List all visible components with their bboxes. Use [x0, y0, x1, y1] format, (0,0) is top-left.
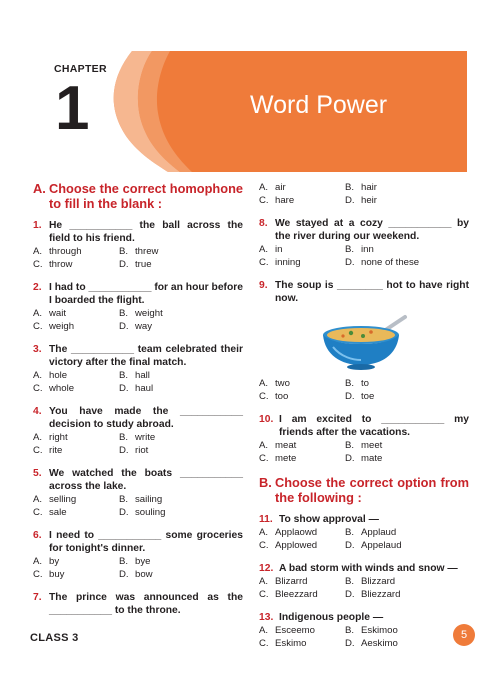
option-text: sailing	[135, 494, 163, 505]
option	[345, 181, 469, 194]
option-text: buy	[49, 569, 65, 580]
options	[259, 575, 469, 601]
option	[33, 493, 119, 506]
option-letter: D.	[119, 259, 129, 270]
option	[119, 307, 243, 320]
option-text: meat	[275, 440, 297, 451]
option-letter: A.	[33, 308, 43, 319]
option	[33, 444, 119, 457]
left-column	[33, 181, 243, 617]
option-letter: D.	[345, 391, 355, 402]
option-text: hair	[361, 182, 377, 193]
options	[33, 431, 243, 457]
option-text: Eskimo	[275, 638, 307, 649]
option	[33, 369, 119, 382]
option	[259, 181, 345, 194]
option	[33, 258, 119, 271]
option-text: bye	[135, 556, 151, 567]
option	[119, 493, 243, 506]
option	[259, 390, 345, 403]
section-letter: A.	[33, 181, 46, 196]
option-text: true	[135, 259, 152, 270]
option	[33, 245, 119, 258]
option-text: hall	[135, 370, 150, 381]
option	[345, 243, 469, 256]
option-text: by	[49, 556, 60, 567]
option-letter: A.	[259, 378, 269, 389]
option	[119, 555, 243, 568]
option-text: air	[275, 182, 286, 193]
question	[259, 562, 469, 575]
option	[259, 539, 345, 552]
chapter-label: CHAPTER	[54, 63, 107, 75]
question	[259, 279, 469, 305]
option-letter: C.	[259, 257, 269, 268]
option-letter: C.	[259, 540, 269, 551]
option-text: haul	[135, 383, 154, 394]
options	[33, 555, 243, 581]
question-text: The ___________ team celebrated their victory after the final match.	[49, 344, 243, 368]
option-letter: B.	[345, 527, 355, 538]
options	[259, 439, 469, 465]
option-text: bow	[135, 569, 153, 580]
question-number: 9.	[259, 280, 268, 291]
option-letter: D.	[119, 507, 129, 518]
option-letter: B.	[345, 440, 355, 451]
option-letter: A.	[259, 440, 269, 451]
option	[345, 452, 469, 465]
option	[119, 369, 243, 382]
question-number: 12.	[259, 563, 274, 574]
option	[33, 431, 119, 444]
option-text: whole	[49, 383, 75, 394]
option-text: to	[361, 378, 370, 389]
option-letter: A.	[259, 182, 269, 193]
option	[33, 320, 119, 333]
question-text: We stayed at a cozy ___________ by the river during our weekend.	[275, 218, 469, 242]
option-letter: D.	[345, 540, 355, 551]
option-text: inning	[275, 257, 301, 268]
option-text: Appelaud	[361, 540, 402, 551]
options	[259, 181, 469, 207]
question-number: 8.	[259, 218, 268, 229]
option-letter: A.	[259, 576, 269, 587]
option	[33, 555, 119, 568]
options	[259, 243, 469, 269]
option-letter: D.	[119, 321, 129, 332]
question-number: 4.	[33, 406, 42, 417]
option	[119, 506, 243, 519]
option	[345, 637, 469, 650]
question	[33, 405, 243, 431]
option-letter: B.	[119, 246, 129, 257]
option-text: rite	[49, 445, 63, 456]
option-text: Applowed	[275, 540, 318, 551]
option	[259, 624, 345, 637]
option-letter: B.	[345, 244, 355, 255]
right-column	[259, 181, 469, 650]
option-letter: A.	[33, 432, 43, 443]
option-text: Esceemo	[275, 625, 315, 636]
option-letter: D.	[119, 445, 129, 456]
option-text: Bliezzard	[361, 589, 401, 600]
option-letter: B.	[345, 182, 355, 193]
option	[259, 194, 345, 207]
option-text: Applaowd	[275, 527, 318, 538]
option-text: hole	[49, 370, 68, 381]
option-letter: C.	[33, 321, 43, 332]
option-letter: C.	[33, 259, 43, 270]
question-text: We watched the boats ___________ across the lake.	[49, 468, 243, 492]
option-text: sale	[49, 507, 67, 518]
option	[33, 382, 119, 395]
question-number: 5.	[33, 468, 42, 479]
option-text: weigh	[49, 321, 75, 332]
option-letter: C.	[33, 569, 43, 580]
question-number: 13.	[259, 612, 274, 623]
option	[345, 588, 469, 601]
option	[33, 307, 119, 320]
option-text: too	[275, 391, 289, 402]
option-text: Blizzard	[361, 576, 396, 587]
section-a-heading	[33, 181, 243, 211]
option-letter: D.	[345, 453, 355, 464]
class-label: CLASS 3	[30, 632, 79, 644]
question	[259, 611, 469, 624]
option-text: throw	[49, 259, 73, 270]
option-letter: B.	[345, 576, 355, 587]
options	[259, 624, 469, 650]
option-text: souling	[135, 507, 166, 518]
option	[119, 245, 243, 258]
options	[33, 493, 243, 519]
question	[33, 467, 243, 493]
option	[345, 624, 469, 637]
option	[33, 568, 119, 581]
option-letter: B.	[119, 432, 129, 443]
option-text: in	[275, 244, 283, 255]
option-letter: A.	[33, 556, 43, 567]
option-text: write	[135, 432, 156, 443]
option	[259, 377, 345, 390]
soup-bowl-illustration	[319, 311, 411, 373]
option-text: toe	[361, 391, 375, 402]
option-letter: C.	[33, 383, 43, 394]
option-letter: A.	[33, 246, 43, 257]
question	[259, 217, 469, 243]
option-letter: C.	[259, 638, 269, 649]
option-letter: B.	[345, 625, 355, 636]
option	[119, 382, 243, 395]
option-text: Blizarrd	[275, 576, 308, 587]
option	[119, 320, 243, 333]
option-letter: B.	[119, 308, 129, 319]
option	[345, 539, 469, 552]
option-text: Bleezzard	[275, 589, 318, 600]
option-text: Applaud	[361, 527, 397, 538]
option-text: hare	[275, 195, 295, 206]
option-letter: D.	[345, 195, 355, 206]
question-number: 11.	[259, 514, 273, 525]
question-text: I had to ___________ for an hour before I boarded the flight.	[49, 282, 243, 306]
question-number: 1.	[33, 220, 42, 231]
option	[345, 194, 469, 207]
option	[259, 243, 345, 256]
question	[33, 219, 243, 245]
chapter-title: Word Power	[250, 91, 388, 119]
option	[345, 390, 469, 403]
question-text: He ___________ the ball across the field to his friend.	[49, 220, 243, 244]
option	[345, 575, 469, 588]
option-letter: B.	[119, 494, 129, 505]
option-letter: C.	[259, 391, 269, 402]
section-letter: B.	[259, 475, 272, 490]
option-letter: C.	[33, 507, 43, 518]
section-text: Choose the correct option from the following :	[275, 475, 469, 505]
question-number: 3.	[33, 344, 42, 355]
question-text: Indigenous people —	[279, 612, 384, 623]
option-letter: D.	[119, 569, 129, 580]
option-letter: C.	[259, 589, 269, 600]
chapter-number: 1	[55, 74, 90, 143]
option-text: inn	[361, 244, 374, 255]
option-text: two	[275, 378, 290, 389]
option-letter: D.	[345, 257, 355, 268]
option	[259, 256, 345, 269]
question-text: You have made the ___________ decision to study abroad.	[49, 406, 243, 430]
option-letter: B.	[119, 370, 129, 381]
question	[33, 281, 243, 307]
option-text: Eskimoo	[361, 625, 398, 636]
option-text: way	[135, 321, 153, 332]
question-number: 10.	[259, 414, 274, 425]
question	[33, 591, 243, 617]
option-letter: C.	[259, 195, 269, 206]
options	[33, 369, 243, 395]
option-text: wait	[49, 308, 67, 319]
question	[33, 343, 243, 369]
question	[259, 513, 469, 526]
option-letter: A.	[33, 494, 43, 505]
option	[119, 444, 243, 457]
option-letter: A.	[259, 625, 269, 636]
option	[345, 439, 469, 452]
option	[259, 526, 345, 539]
option	[345, 256, 469, 269]
option	[33, 506, 119, 519]
option-text: Aeskimo	[361, 638, 398, 649]
option	[259, 637, 345, 650]
option	[345, 377, 469, 390]
options	[33, 245, 243, 271]
option-letter: D.	[345, 589, 355, 600]
option-text: mete	[275, 453, 297, 464]
option-letter: A.	[259, 527, 269, 538]
option-letter: B.	[119, 556, 129, 567]
option-text: mate	[361, 453, 383, 464]
option-letter: A.	[33, 370, 43, 381]
question-number: 6.	[33, 530, 42, 541]
option-text: threw	[135, 246, 159, 257]
options	[33, 307, 243, 333]
option-text: riot	[135, 445, 149, 456]
option-text: weight	[135, 308, 163, 319]
section-text: Choose the correct homophone to fill in the blank :	[49, 181, 243, 211]
option	[259, 439, 345, 452]
option-text: none of these	[361, 257, 420, 268]
question-number: 7.	[33, 592, 42, 603]
section-b-heading	[259, 475, 469, 505]
question	[259, 413, 469, 439]
option-letter: D.	[345, 638, 355, 649]
option-letter: C.	[259, 453, 269, 464]
question-text: I am excited to ___________ my friends after the vacations.	[279, 414, 469, 438]
option	[259, 588, 345, 601]
option-letter: C.	[33, 445, 43, 456]
option	[119, 568, 243, 581]
question-text: I need to ___________ some groceries for tonight's dinner.	[49, 530, 243, 554]
option	[345, 526, 469, 539]
option-text: meet	[361, 440, 383, 451]
option	[259, 452, 345, 465]
option-letter: D.	[119, 383, 129, 394]
page-number-badge: 5	[453, 624, 475, 646]
option-text: right	[49, 432, 68, 443]
question-text: A bad storm with winds and snow —	[279, 563, 458, 574]
option-letter: A.	[259, 244, 269, 255]
option-text: selling	[49, 494, 77, 505]
question	[33, 529, 243, 555]
option	[119, 431, 243, 444]
question-number: 2.	[33, 282, 42, 293]
options	[259, 377, 469, 403]
option-text: through	[49, 246, 82, 257]
question-text: The prince was announced as the ___________ to the throne.	[49, 592, 243, 616]
option	[119, 258, 243, 271]
question-text: To show approval —	[279, 514, 379, 525]
option-letter: B.	[345, 378, 355, 389]
options	[259, 526, 469, 552]
question-text: The soup is ________ hot to have right now.	[275, 280, 469, 304]
option	[259, 575, 345, 588]
option-text: heir	[361, 195, 377, 206]
